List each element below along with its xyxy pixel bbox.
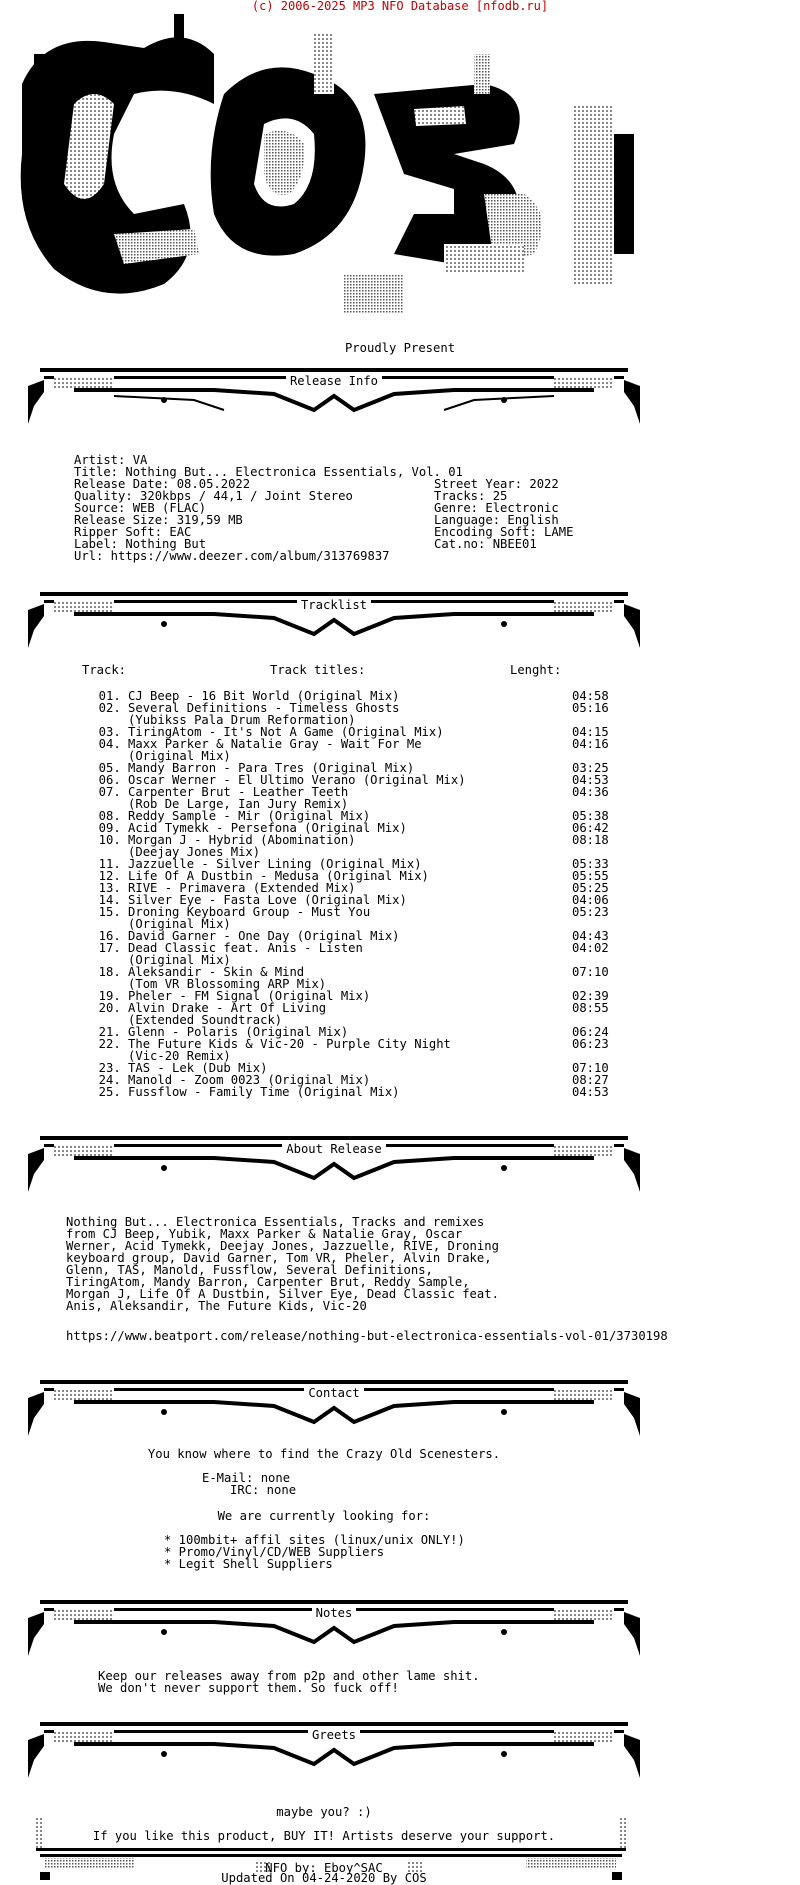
track-title: 03. TiringAtom - It's Not A Game (Original Mix) bbox=[62, 725, 444, 739]
contact-item: * Legit Shell Suppliers bbox=[164, 1557, 333, 1571]
track-title: 15. Droning Keyboard Group - Must You bbox=[62, 905, 371, 919]
track-title: 16. David Garner - One Day (Original Mix) bbox=[62, 929, 400, 943]
track-title: 04. Maxx Parker & Natalie Gray - Wait For Me bbox=[62, 737, 422, 751]
track-title: 14. Silver Eye - Fasta Love (Original Mix) bbox=[62, 893, 407, 907]
track-length: 05:55 bbox=[572, 869, 609, 883]
col-track: Track: bbox=[82, 663, 127, 677]
track-title: (Original Mix) bbox=[62, 953, 231, 967]
col-length: Lenght: bbox=[510, 663, 562, 677]
artist: Artist: VA bbox=[74, 453, 148, 467]
track-title: (Yubikss Pala Drum Reformation) bbox=[62, 713, 356, 727]
section-title-contact: Contact bbox=[304, 1386, 363, 1400]
col-titles: Track titles: bbox=[270, 663, 366, 677]
encoding-soft: Encoding Soft: LAME bbox=[434, 525, 574, 539]
contact-email: E-Mail: none bbox=[202, 1471, 291, 1485]
release-size: Release Size: 319,59 MB bbox=[74, 513, 243, 527]
about-line: TiringAtom, Mandy Barron, Carpenter Brut, Reddy Sample, bbox=[66, 1275, 470, 1289]
tracks-count: Tracks: 25 bbox=[434, 489, 508, 503]
beatport-link[interactable]: https://www.beatport.com/release/nothing-but-electronica-essentials-vol-01/3730198 bbox=[66, 1329, 668, 1343]
ripper-soft: Ripper Soft: EAC bbox=[74, 525, 192, 539]
about-text bbox=[66, 1216, 499, 1312]
about-line: Werner, Acid Tymekk, Deejay Jones, Jazzuelle, RIVE, Droning bbox=[66, 1239, 499, 1253]
track-title: 13. RIVE - Primavera (Extended Mix) bbox=[62, 881, 356, 895]
about-line: keyboard group, David Garner, Tom VR, Pheler, Alvin Drake, bbox=[66, 1251, 492, 1265]
nfodb-credit: (c) 2006-2025 MP3 NFO Database [nfodb.ru] bbox=[251, 0, 549, 13]
about-line: Anis, Aleksandir, The Future Kids, Vic-20 bbox=[66, 1299, 367, 1313]
track-length: 04:58 bbox=[572, 689, 609, 703]
language: Language: English bbox=[434, 513, 559, 527]
deezer-url[interactable]: Url: https://www.deezer.com/album/313769837 bbox=[74, 549, 390, 563]
tracklist-banner bbox=[14, 590, 654, 662]
genre: Genre: Electronic bbox=[434, 501, 559, 515]
title: Title: Nothing But... Electronica Essentials, Vol. 01 bbox=[74, 465, 463, 479]
track-title: (Original Mix) bbox=[62, 917, 231, 931]
contact-find: You know where to find the Crazy Old Scenesters. bbox=[147, 1447, 501, 1461]
section-title-notes: Notes bbox=[312, 1606, 357, 1620]
notes-banner bbox=[14, 1598, 654, 1670]
track-title: 17. Dead Classic feat. Anis - Listen bbox=[62, 941, 363, 955]
track-length: 08:55 bbox=[572, 1001, 609, 1015]
track-title: 22. The Future Kids & Vic-20 - Purple City Night bbox=[62, 1037, 451, 1051]
track-length: 06:24 bbox=[572, 1025, 609, 1039]
track-title: 20. Alvin Drake - Art Of Living bbox=[62, 1001, 327, 1015]
track-length: 05:38 bbox=[572, 809, 609, 823]
section-title-greets: Greets bbox=[308, 1728, 360, 1742]
track-row bbox=[62, 1086, 662, 1098]
track-length: 04:36 bbox=[572, 785, 609, 799]
about-line: Morgan J, Life Of A Dustbin, Silver Eye, Dead Classic feat. bbox=[66, 1287, 499, 1301]
track-length: 07:10 bbox=[572, 1061, 609, 1075]
contact-banner bbox=[14, 1378, 654, 1450]
section-title-about: About Release bbox=[282, 1142, 385, 1156]
contact-looking: We are currently looking for: bbox=[217, 1509, 431, 1523]
track-title: (Tom VR Blossoming ARP Mix) bbox=[62, 977, 327, 991]
about-line: from CJ Beep, Yubik, Maxx Parker & Natalie Gray, Oscar bbox=[66, 1227, 463, 1241]
track-length: 05:33 bbox=[572, 857, 609, 871]
track-length: 04:53 bbox=[572, 773, 609, 787]
contact-item: * 100mbit+ affil sites (linux/unix ONLY!) bbox=[164, 1533, 465, 1547]
track-title: 07. Carpenter Brut - Leather Teeth bbox=[62, 785, 349, 799]
cat-no: Cat.no: NBEE01 bbox=[434, 537, 537, 551]
track-title: 01. CJ Beep - 16 Bit World (Original Mix) bbox=[62, 689, 400, 703]
support-message: If you like this product, BUY IT! Artists deserve your support. bbox=[92, 1829, 556, 1843]
track-length: 04:16 bbox=[572, 737, 609, 751]
group-logo-art bbox=[14, 14, 654, 340]
notes-line-1: Keep our releases away from p2p and other lame shit. bbox=[98, 1669, 480, 1683]
release-info-banner bbox=[14, 366, 654, 438]
source: Source: WEB (FLAC) bbox=[74, 501, 207, 515]
track-list bbox=[62, 690, 662, 1098]
updated-on: Updated On 04-24-2020 By COS bbox=[221, 1871, 427, 1885]
section-title-release-info: Release Info bbox=[286, 374, 382, 388]
track-title: 12. Life Of A Dustbin - Medusa (Original Mix) bbox=[62, 869, 429, 883]
track-length: 04:06 bbox=[572, 893, 609, 907]
greets-maybe: maybe you? :) bbox=[276, 1805, 372, 1819]
track-title: 02. Several Definitions - Timeless Ghosts bbox=[62, 701, 400, 715]
street-year: Street Year: 2022 bbox=[434, 477, 559, 491]
track-title: 21. Glenn - Polaris (Original Mix) bbox=[62, 1025, 349, 1039]
track-title: 19. Pheler - FM Signal (Original Mix) bbox=[62, 989, 371, 1003]
track-title: 05. Mandy Barron - Para Tres (Original Mix) bbox=[62, 761, 415, 775]
track-title: (Rob De Large, Ian Jury Remix) bbox=[62, 797, 349, 811]
contact-irc: IRC: none bbox=[230, 1483, 297, 1497]
track-length: 08:27 bbox=[572, 1073, 609, 1087]
track-length: 04:15 bbox=[572, 725, 609, 739]
track-title: 11. Jazzuelle - Silver Lining (Original Mix) bbox=[62, 857, 422, 871]
track-length: 04:43 bbox=[572, 929, 609, 943]
track-length: 06:42 bbox=[572, 821, 609, 835]
track-title: (Deejay Jones Mix) bbox=[62, 845, 261, 859]
track-length: 03:25 bbox=[572, 761, 609, 775]
about-line: Glenn, TAS, Manold, Fussflow, Several Definitions, bbox=[66, 1263, 433, 1277]
track-title: (Extended Soundtrack) bbox=[62, 1013, 283, 1027]
proudly-present: Proudly Present bbox=[344, 341, 456, 355]
track-title: 10. Morgan J - Hybrid (Abomination) bbox=[62, 833, 356, 847]
track-title: 25. Fussflow - Family Time (Original Mix) bbox=[62, 1085, 400, 1099]
release-date: Release Date: 08.05.2022 bbox=[74, 477, 251, 491]
track-length: 02:39 bbox=[572, 989, 609, 1003]
track-length: 05:23 bbox=[572, 905, 609, 919]
about-banner bbox=[14, 1134, 654, 1206]
greets-banner bbox=[14, 1720, 654, 1792]
track-title: 24. Manold - Zoom 0023 (Original Mix) bbox=[62, 1073, 371, 1087]
track-length: 07:10 bbox=[572, 965, 609, 979]
track-title: 08. Reddy Sample - Mir (Original Mix) bbox=[62, 809, 371, 823]
track-length: 05:16 bbox=[572, 701, 609, 715]
label: Label: Nothing But bbox=[74, 537, 207, 551]
nfo-by: NFO by: Eboy^SAC bbox=[265, 1861, 383, 1875]
track-title: 06. Oscar Werner - El Ultimo Verano (Original Mix) bbox=[62, 773, 466, 787]
notes-line-2: We don't never support them. So fuck off! bbox=[98, 1681, 399, 1695]
track-length: 04:02 bbox=[572, 941, 609, 955]
track-length: 05:25 bbox=[572, 881, 609, 895]
track-title: (Vic-20 Remix) bbox=[62, 1049, 231, 1063]
section-title-tracklist: Tracklist bbox=[297, 598, 371, 612]
track-title: 23. TAS - Lek (Dub Mix) bbox=[62, 1061, 268, 1075]
track-length: 04:53 bbox=[572, 1085, 609, 1099]
contact-item: * Promo/Vinyl/CD/WEB Suppliers bbox=[164, 1545, 385, 1559]
track-title: (Original Mix) bbox=[62, 749, 231, 763]
track-title: 18. Aleksandir - Skin & Mind bbox=[62, 965, 305, 979]
track-length: 06:23 bbox=[572, 1037, 609, 1051]
track-length: 08:18 bbox=[572, 833, 609, 847]
track-title: 09. Acid Tymekk - Persefona (Original Mix) bbox=[62, 821, 407, 835]
quality: Quality: 320kbps / 44,1 / Joint Stereo bbox=[74, 489, 353, 503]
about-line: Nothing But... Electronica Essentials, Tracks and remixes bbox=[66, 1215, 485, 1229]
